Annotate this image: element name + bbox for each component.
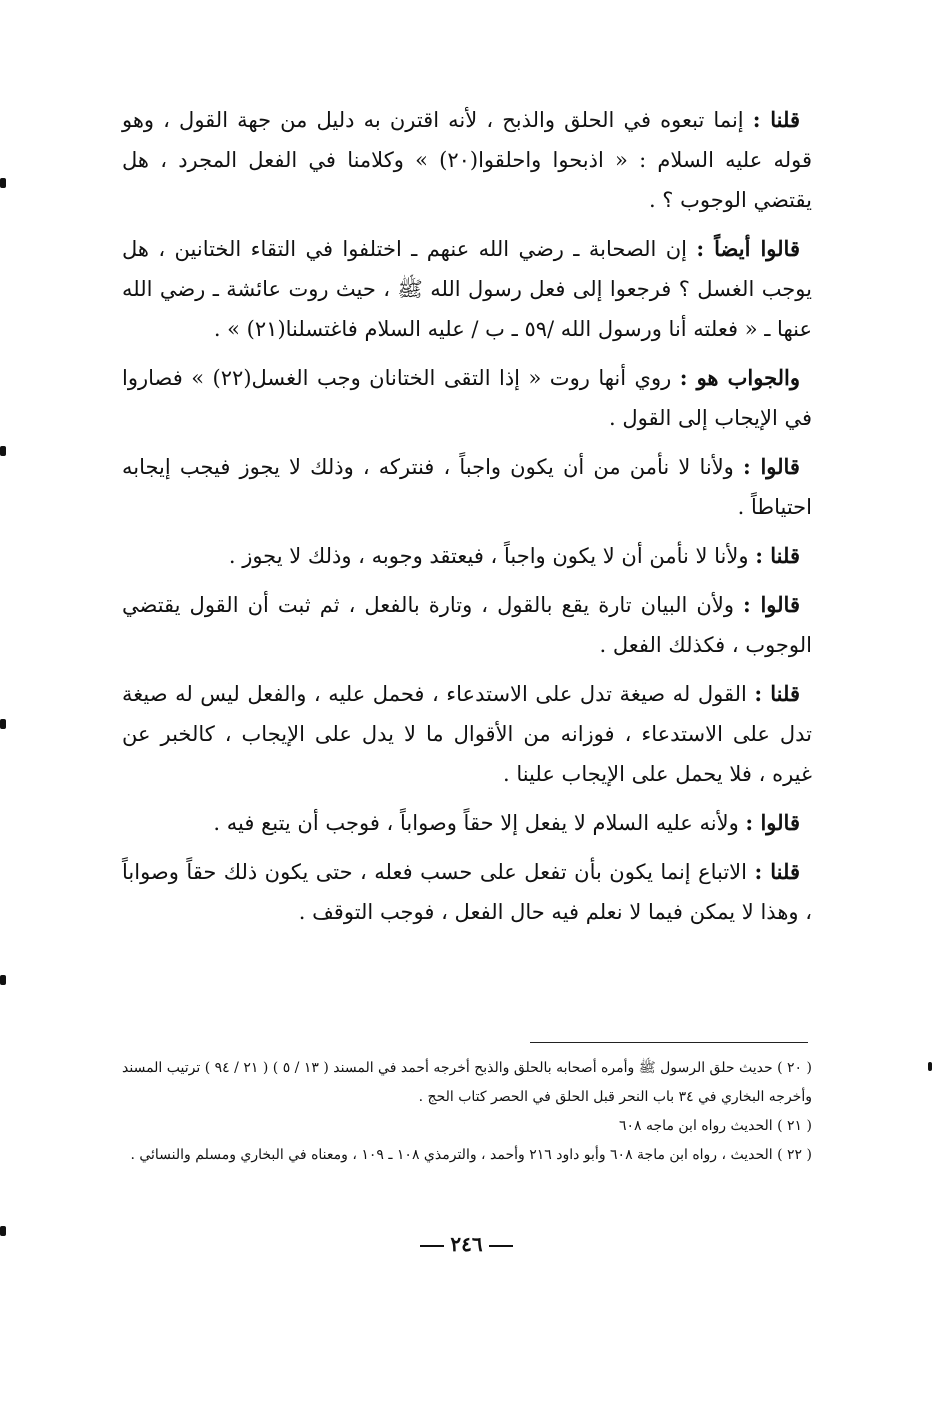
binding-hole-mark — [0, 1226, 6, 1236]
paragraph-lead: قالوا : — [745, 810, 800, 835]
main-text — [122, 100, 812, 941]
paragraph — [122, 852, 812, 932]
binding-hole-mark — [0, 446, 6, 456]
footnote: ( ٢٢ ) الحديث ، رواه ابن ماجة ٦٠٨ وأبو داود ٢١٦ وأحمد ، والترمذي ١٠٨ ـ ١٠٩ ، ومعناه في البخاري ومسلم والنسائي . — [130, 1147, 812, 1163]
footnote: ( ٢١ ) الحديث رواه ابن ماجه ٦٠٨ — [619, 1118, 812, 1134]
paragraph-lead: قلنا : — [752, 107, 801, 132]
paragraph-lead: قلنا : — [755, 543, 800, 568]
binding-hole-mark — [0, 719, 6, 729]
footnotes — [122, 1054, 812, 1170]
paragraph — [122, 536, 812, 576]
page-number-dash — [420, 1245, 444, 1247]
footnote: ( ٢٠ ) حديث حلق الرسول ﷺ وأمره أصحابه بالحلق والذبح أخرجه أحمد في المسند ( ١٣ / ٥ ) ( ٢١ / ٩٤ ) ترتيب المسند وأخرجه البخاري في ٣٤ باب النحر قبل الحلق في الحصر كتاب الحج . — [122, 1060, 812, 1105]
page-number-dash — [489, 1245, 513, 1247]
paragraph-lead: قالوا أيضاً : — [696, 236, 800, 261]
paragraph — [122, 100, 812, 220]
page-number-value: ٢٤٦ — [450, 1232, 483, 1256]
paragraph-text: إن الصحابة ـ رضي الله عنهم ـ اختلفوا في التقاء الختانين ، هل يوجب الغسل ؟ فرجعوا إلى فعل رسول الله ﷺ ، حيث روت عائشة ـ رضي الله عنها ـ « فعلته أنا ورسول الله /٥٩ ـ ب / عليه السلام فاغتسلنا(٢١) » . — [122, 237, 812, 341]
footnote-separator — [530, 1042, 808, 1043]
paragraph-text: ولأنا لا نأمن أن لا يكون واجباً ، فيعتقد وجوبه ، وذلك لا يجوز . — [228, 544, 749, 568]
paragraph-text: الاتباع إنما يكون بأن تفعل على حسب فعله ، حتى يكون ذلك حقاً وصواباً ، وهذا لا يمكن فيما لا نعلم فيه حال الفعل ، فوجب التوقف . — [122, 860, 812, 924]
paragraph-text: ولأنا لا نأمن من أن يكون واجباً ، فنتركه ، وذلك لا يجوز فيجب إيجابه احتياطاً . — [122, 455, 812, 519]
binding-hole-mark — [0, 975, 6, 985]
paragraph — [122, 803, 812, 843]
paragraph-text: القول له صيغة تدل على الاستدعاء ، فحمل عليه ، والفعل ليس له صيغة تدل على الاستدعاء ، فوزانه من الأقوال ما لا يدل على الإيجاب ، كالخبر عن غيره ، فلا يحمل على الإيجاب علينا . — [122, 682, 812, 786]
paragraph — [122, 447, 812, 527]
paragraph-lead: قلنا : — [754, 681, 800, 706]
paragraph — [122, 674, 812, 794]
paragraph — [122, 585, 812, 665]
paragraph-lead: قالوا : — [742, 454, 800, 479]
paragraph-text: ولأن البيان تارة يقع بالقول ، وتارة بالفعل ، ثم ثبت أن القول يقتضي الوجوب ، فكذلك الفعل . — [122, 593, 812, 657]
paragraph-text: ولأنه عليه السلام لا يفعل إلا حقاً وصواباً ، فوجب أن يتبع فيه . — [213, 811, 739, 835]
paragraph-text: إنما تبعوه في الحلق والذبح ، لأنه اقترن به دليل من جهة القول ، وهو قوله عليه السلام : « اذبحوا واحلقوا(٢٠) » وكلامنا في الفعل المجرد ، هل يقتضي الوجوب ؟ . — [122, 108, 812, 212]
scan-speck — [928, 1062, 932, 1071]
paragraph-lead: والجواب هو : — [679, 365, 800, 390]
paragraph-lead: قلنا : — [754, 859, 800, 884]
paragraph — [122, 229, 812, 349]
paragraph-text: روي أنها روت « إذا التقى الختانان وجب الغسل(٢٢) » فصاروا في الإيجاب إلى القول . — [122, 366, 812, 430]
paragraph-lead: قالوا : — [743, 592, 800, 617]
page-number — [0, 1232, 933, 1256]
paragraph — [122, 358, 812, 438]
binding-hole-mark — [0, 178, 6, 188]
